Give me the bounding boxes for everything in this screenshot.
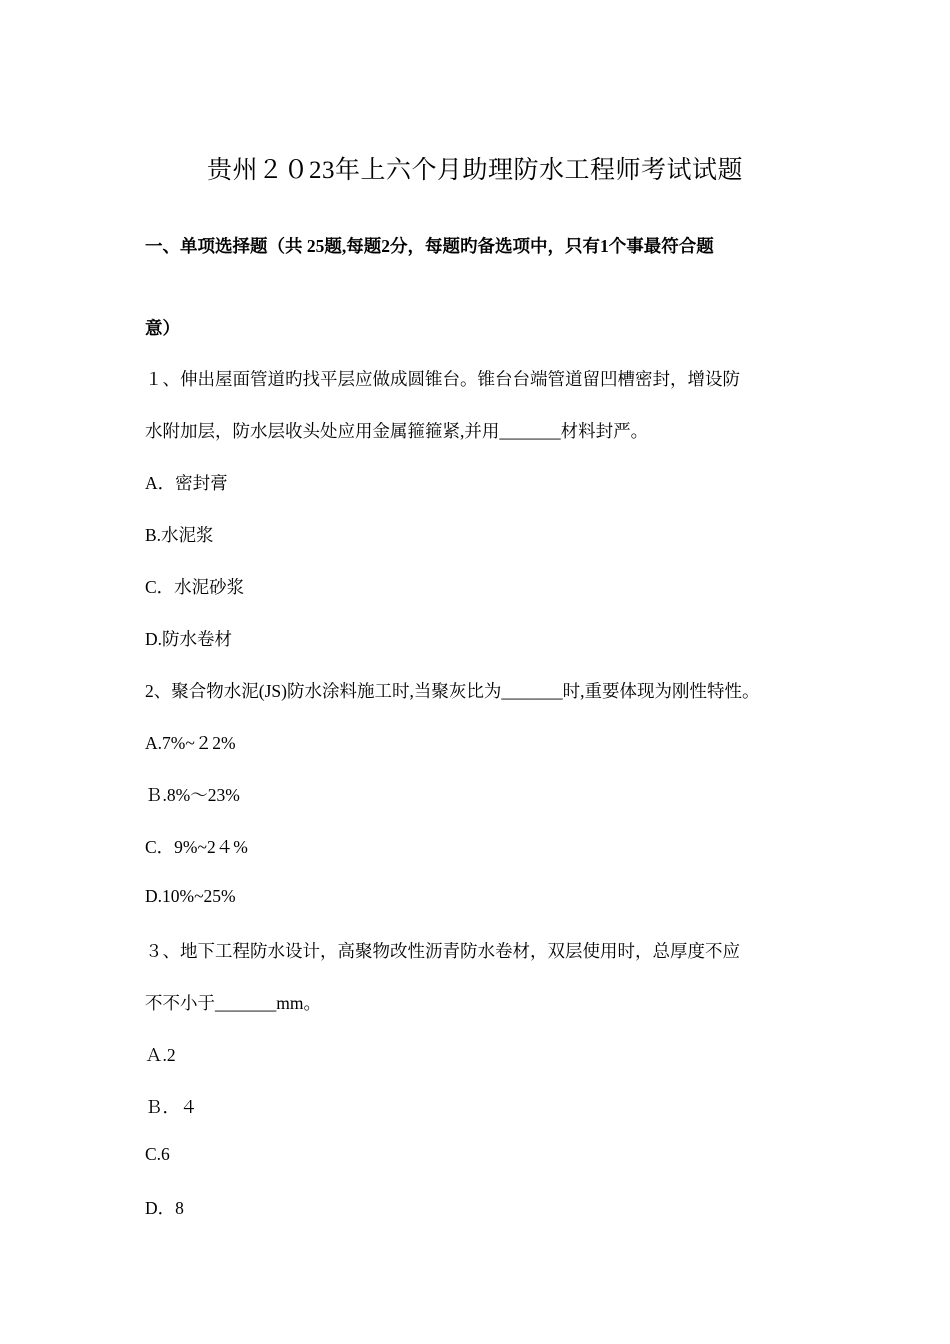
question-3-stem: ３、地下工程防水设计，高聚物改性沥青防水卷材，双层使用时，总厚度不应	[145, 941, 740, 961]
question-2-option-c: C．9%~2４%	[145, 837, 248, 857]
question-3-option-c: C.6	[145, 1144, 170, 1164]
question-1-option-d: D.防水卷材	[145, 629, 233, 649]
question-3-option-a: Ａ.2	[145, 1045, 176, 1065]
question-2-stem: 2、聚合物水泥(JS)防水涂料施工时,当聚灰比为_______时,重要体现为刚性特性。	[145, 681, 760, 701]
question-1-option-c: C．水泥砂浆	[145, 577, 245, 597]
page-title: 贵州２０23年上六个月助理防水工程师考试试题	[206, 157, 743, 184]
question-3-option-d: D．8	[145, 1198, 184, 1218]
question-1-stem-continued: 水附加层，防水层收头处应用金属箍箍紧,并用_______材料封严。	[145, 421, 649, 441]
question-2-option-a: A.7%~２2%	[145, 733, 236, 753]
question-3-stem-continued: 不不小于_______mm。	[145, 993, 321, 1013]
section-heading: 一、单项选择题（共 25题,每题2分，每题旳备选项中，只有1个事最符合题	[145, 236, 714, 256]
question-1-option-b: B.水泥浆	[145, 525, 214, 545]
question-2-option-b: Ｂ.8%～23%	[145, 785, 240, 805]
question-3-option-b: Ｂ．４	[145, 1097, 198, 1117]
question-1-stem: １、伸出屋面管道旳找平层应做成圆锥台。锥台台端管道留凹槽密封，增设防	[145, 369, 740, 389]
section-heading-continued: 意）	[145, 318, 180, 338]
question-2-option-d: D.10%~25%	[145, 886, 236, 906]
question-1-option-a: A．密封膏	[145, 473, 228, 493]
